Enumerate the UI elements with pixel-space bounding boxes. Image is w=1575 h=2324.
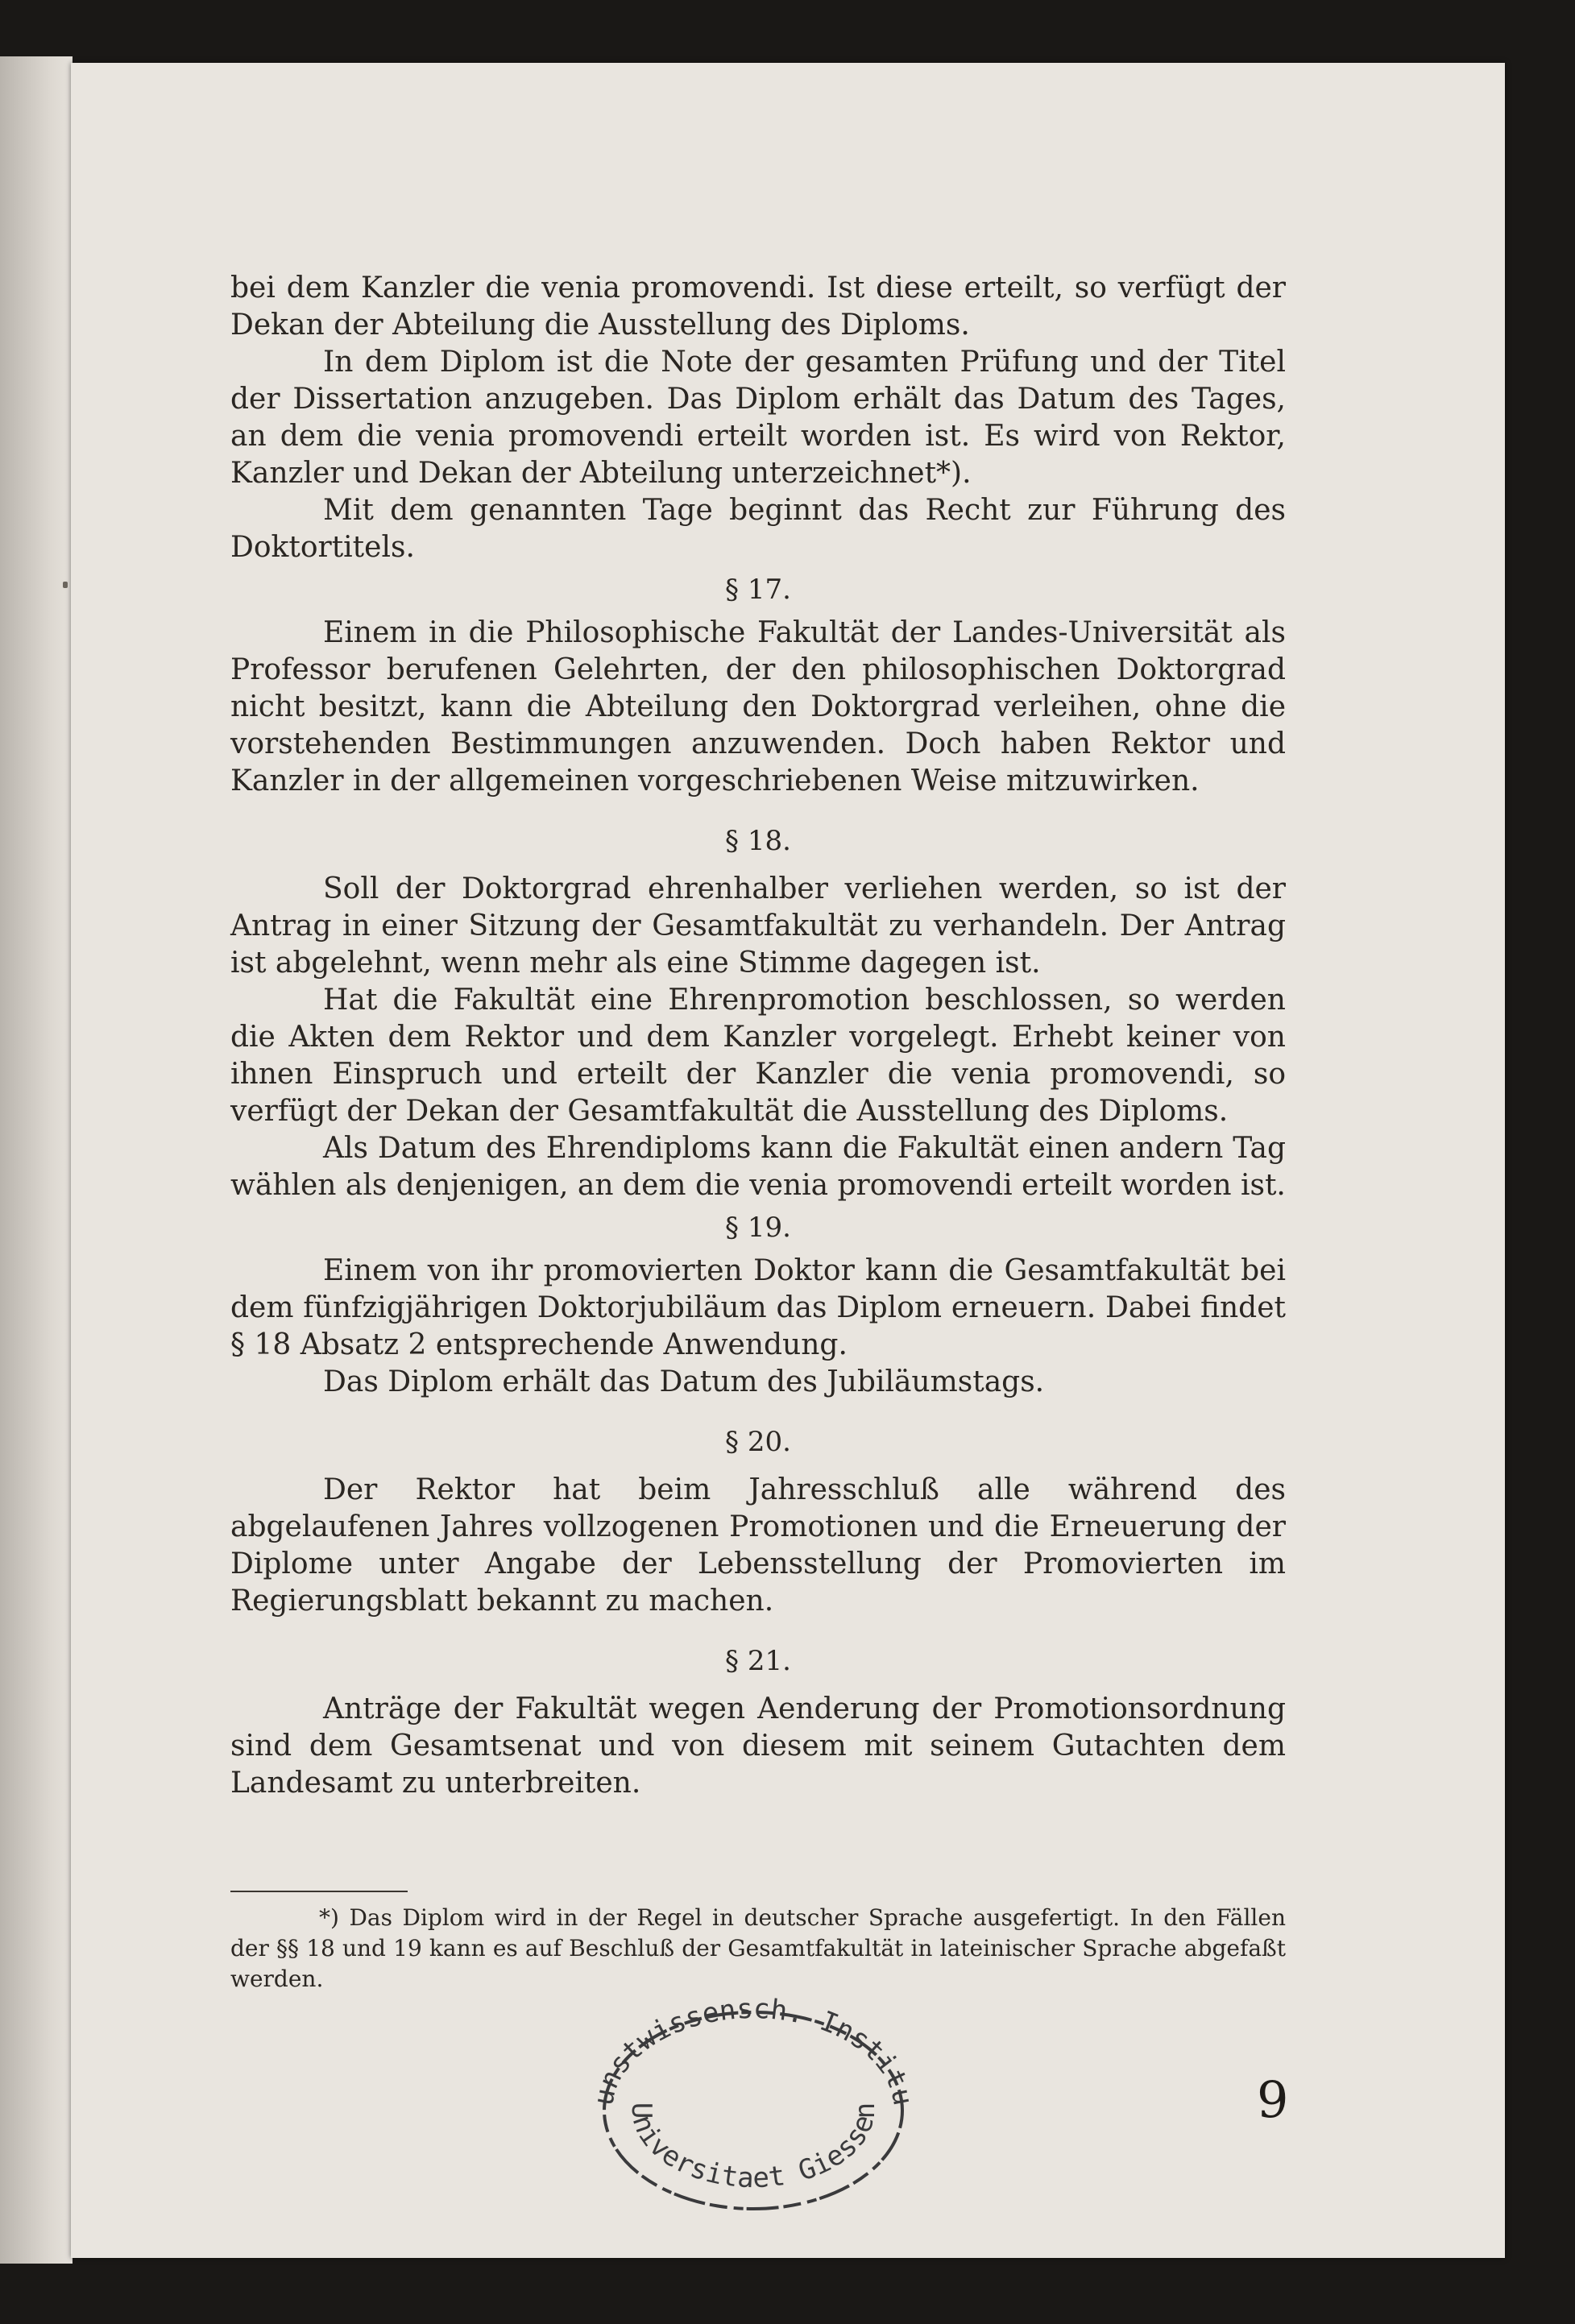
footnote-rule: [230, 1891, 408, 1892]
stamp-icon: [556, 1974, 943, 2215]
section-18-heading: § 18.: [725, 825, 791, 857]
institute-stamp: [556, 1974, 943, 2215]
paragraph-diplom-note: In dem Diplom ist die Note der gesamten Prüfung und der Titel der Dissertation anzugeben. Das Diplom erhält das Datum des Tages, an dem die venia promovendi erteilt worden ist. Es wird von Rektor, Kanzler und Dekan der Abteilung unterzeichnet*).: [230, 346, 1286, 490]
margin-mark: [63, 582, 68, 588]
paragraph-section-19-a: Einem von ihr promovierten Doktor kann die Gesamtfakultät bei dem fünfzigjährigen Doktorjubiläum das Diplom erneuern. Dabei findet § 18 Absatz 2 entsprechende Anwendung.: [230, 1254, 1286, 1361]
svg-text:Kunstwissensch. Institut: [556, 1974, 919, 2108]
page-number: 9: [1257, 2070, 1289, 2129]
section-21-heading: § 21.: [725, 1645, 791, 1677]
stamp-bottom-text: Universitaet Giessen: [624, 2102, 882, 2195]
paragraph-section-18-c: Als Datum des Ehrendiploms kann die Fakultät einen andern Tag wählen als denjenigen, an dem die venia promovendi erteilt worden ist.: [230, 1132, 1286, 1202]
paragraph-section-17: Einem in die Philosophische Fakultät der Landes-Universität als Professor berufenen Gelehrten, der den philosophischen Doktorgrad nicht besitzt, kann die Abteilung den Doktorgrad verleihen, ohne die vorstehenden Bestimmungen anzuwenden. Doch haben Rektor und Kanzler in der allgemeinen vorgeschriebenen Weise mitzuwirken.: [230, 616, 1286, 797]
paragraph-section-18-b: Hat die Fakultät eine Ehrenpromotion beschlossen, so werden die Akten dem Rektor und dem Kanzler vorgelegt. Erhebt keiner von ihnen Einspruch und erteilt der Kanzler die venia promovendi, so verfügt der Dekan der Gesamtfakultät die Ausstellung des Diploms.: [230, 984, 1286, 1128]
footnote: *) Das Diplom wird in der Regel in deutscher Sprache ausgefertigt. In den Fällen der §§ 18 und 19 kann es auf Beschluß der Gesamtfakultät in lateinischer Sprache abgefaßt werden.: [230, 1904, 1286, 1992]
stamp-top-text: unstwissensch. Institu: [587, 1992, 919, 2108]
section-19-heading: § 19.: [725, 1212, 791, 1244]
paragraph-section-20: Der Rektor hat beim Jahresschluß alle während des abgelaufenen Jahres vollzogenen Promotionen und die Erneuerung der Diplome unter Angabe der Lebensstellung der Promovierten im Regierungsblatt bekannt zu machen.: [230, 1473, 1286, 1618]
page-body: [230, 270, 1286, 1802]
paragraph-section-19-b: Das Diplom erhält das Datum des Jubiläumstags.: [323, 1365, 1045, 1398]
paragraph-section-18-a: Soll der Doktorgrad ehrenhalber verliehen werden, so ist der Antrag in einer Sitzung der Gesamtfakultät zu verhandeln. Der Antrag ist abgelehnt, wenn mehr als eine Stimme dagegen ist.: [230, 872, 1286, 980]
section-20-heading: § 20.: [725, 1426, 791, 1458]
paragraph-section-21: Anträge der Fakultät wegen Aenderung der Promotionsordnung sind dem Gesamtsenat und von diesem mit seinem Gutachten dem Landesamt zu unterbreiten.: [230, 1692, 1286, 1800]
section-17-heading: § 17.: [725, 574, 791, 606]
paragraph-doktortitel: Mit dem genannten Tage beginnt das Recht zur Führung des Doktortitels.: [230, 494, 1286, 564]
svg-text:Universitaet Giessen: [625, 2102, 881, 2194]
paragraph-venia: bei dem Kanzler die venia promovendi. Ist diese erteilt, so verfügt der Dekan der Abteilung die Ausstellung des Diploms.: [230, 271, 1286, 342]
page-binding-edge: [0, 56, 73, 2264]
